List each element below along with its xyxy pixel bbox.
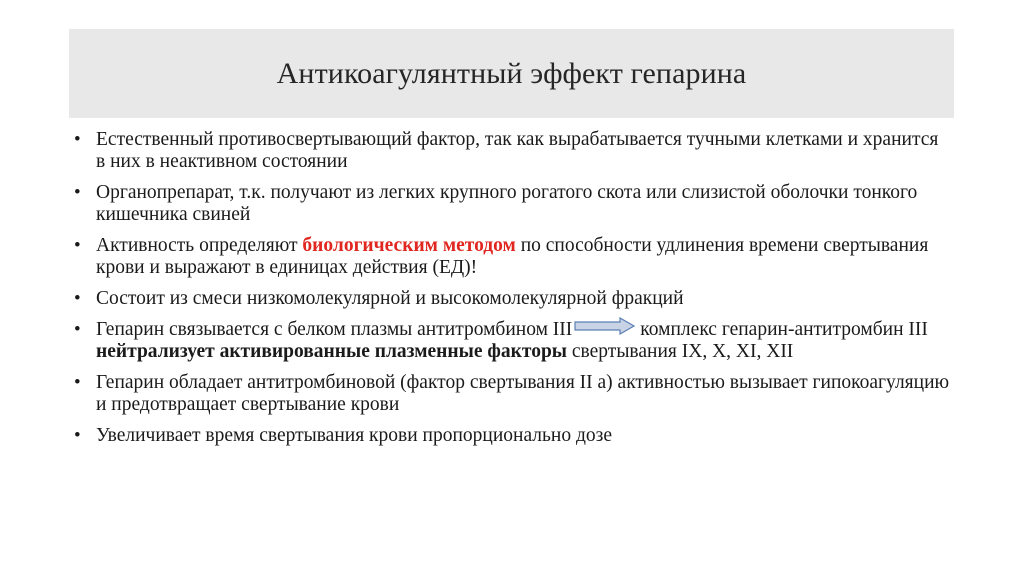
bullet-item: [72, 235, 952, 279]
bullet-text: Увеличивает время свертывания крови пропорционально дозе: [96, 425, 613, 446]
bullet-dot: •: [74, 235, 81, 256]
bullet-dot: •: [74, 288, 81, 309]
bullet-dot: •: [74, 319, 81, 340]
bullet-text: Гепарин обладает антитромбиновой (фактор свертывания II а) активностью вызывает гипокоагуляцию и предотвращает свертывание крови: [96, 372, 950, 415]
right-arrow-icon: [574, 317, 636, 341]
bullet-text: Органопрепарат, т.к. получают из легких крупного рогатого скота или слизистой оболочки тонкого кишечника свиней: [96, 182, 918, 225]
bullet-text: Гепарин связывается с белком плазмы антитромбином III: [96, 319, 573, 340]
bullet-dot: •: [74, 182, 81, 203]
bullet-text: Состоит из смеси низкомолекулярной и высокомолекулярной фракций: [96, 288, 684, 309]
bullet-dot: •: [74, 372, 81, 393]
bullet-text: Естественный противосвертывающий фактор, так как вырабатывается тучными клетками и хранится в них в неактивном состоянии: [96, 129, 939, 172]
bullet-text: по способности удлинения времени свертывания крови и выражают в единицах действия (ЕД)!: [96, 235, 929, 278]
bullet-text: комплекс гепарин-антитромбин III: [640, 319, 928, 340]
bullet-dot: •: [74, 425, 81, 446]
bullet-item: [72, 288, 952, 310]
title-band: [69, 29, 954, 118]
slide-title: Антикоагулянтный эффект гепарина: [276, 56, 747, 90]
bullet-text: свертывания IX, X, XI, XII: [567, 341, 794, 362]
bullet-item: [72, 319, 952, 363]
highlight-text: биологическим методом: [302, 235, 516, 256]
bullet-item: [72, 425, 952, 447]
bullet-item: [72, 182, 952, 226]
bold-text: нейтрализует активированные плазменные факторы: [96, 341, 568, 362]
bullet-item: [72, 372, 952, 416]
bullet-dot: •: [74, 129, 81, 150]
bullet-text: Активность определяют: [96, 235, 303, 256]
bullet-list: [72, 129, 952, 456]
bullet-item: [72, 129, 952, 173]
